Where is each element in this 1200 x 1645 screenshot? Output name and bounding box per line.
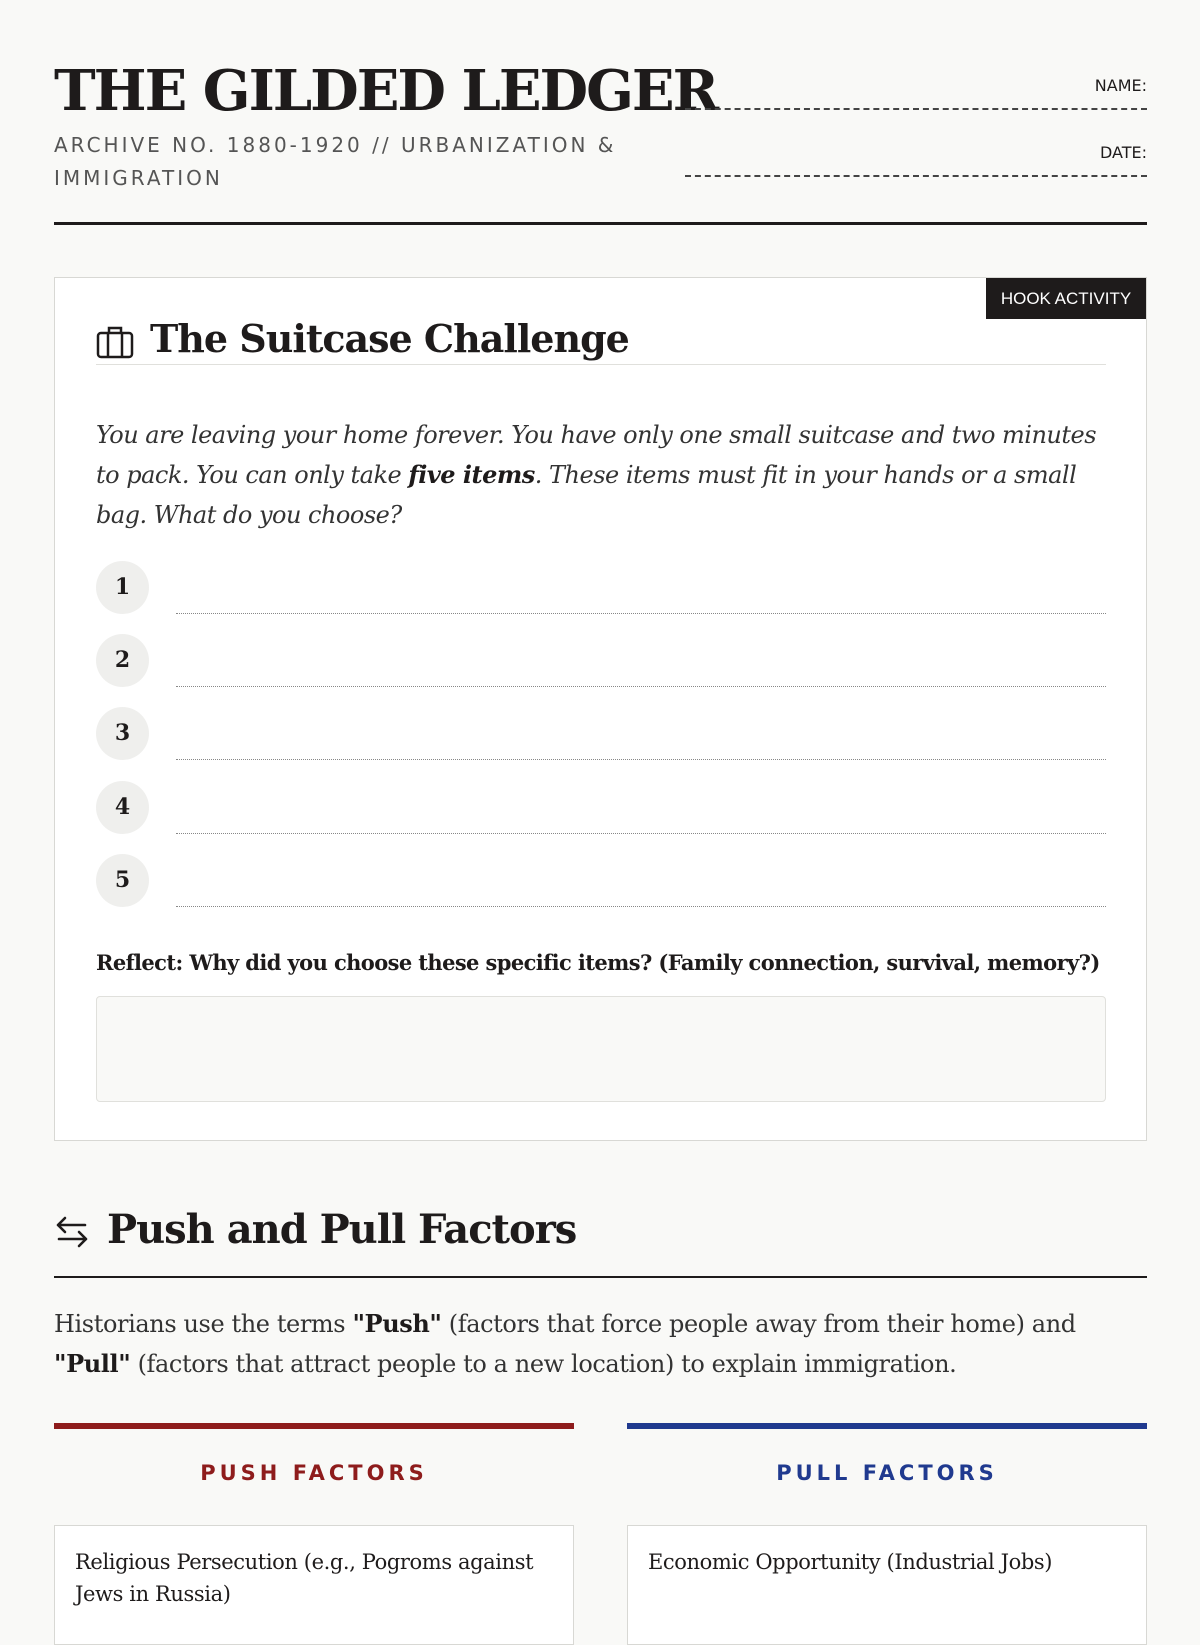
section-title: Push and Pull Factors	[107, 1206, 577, 1253]
item-answer-line[interactable]	[176, 833, 1106, 834]
intro-part: (factors that attract people to a new location) to explain immigration.	[130, 1350, 957, 1378]
item-answer-line[interactable]	[176, 686, 1106, 687]
suitcase-icon	[96, 325, 134, 363]
intro-part: (factors that force people away from their home) and	[441, 1310, 1076, 1338]
item-number: 1	[96, 561, 149, 614]
hook-activity-tag: HOOK ACTIVITY	[986, 278, 1146, 319]
reflect-answer-box[interactable]	[96, 996, 1106, 1102]
push-term: "Push"	[352, 1309, 442, 1338]
pull-factor-item: Economic Opportunity (Industrial Jobs)	[627, 1525, 1147, 1645]
push-factor-item: Religious Persecution (e.g., Pogroms against Jews in Russia)	[54, 1525, 574, 1645]
reflect-question: Reflect: Why did you choose these specific items? (Family connection, survival, memory?)	[96, 950, 1100, 975]
hook-activity-card	[54, 277, 1147, 1141]
card-header	[96, 316, 1106, 365]
archive-subtitle: ARCHIVE NO. 1880-1920 // URBANIZATION & IMMIGRATION	[54, 133, 617, 190]
name-label: NAME:	[1094, 76, 1147, 95]
date-field[interactable]	[685, 175, 1147, 177]
item-number: 5	[96, 854, 149, 907]
card-title: The Suitcase Challenge	[150, 316, 629, 361]
item-row	[96, 634, 1106, 690]
push-factors-column	[54, 1423, 574, 1606]
swap-arrows-icon	[54, 1214, 90, 1254]
item-number: 4	[96, 781, 149, 834]
intro-emphasis: five items	[408, 460, 535, 489]
item-number: 3	[96, 707, 149, 760]
worksheet-page	[54, 0, 1147, 1606]
push-pull-header	[54, 1202, 1147, 1278]
item-row	[96, 781, 1106, 837]
page-title: THE GILDED LEDGER	[54, 58, 718, 124]
item-number: 2	[96, 634, 149, 687]
intro-part: Historians use the terms	[54, 1310, 353, 1338]
item-answer-line[interactable]	[176, 906, 1106, 907]
date-label: DATE:	[1099, 143, 1147, 162]
push-pull-intro	[54, 1304, 1147, 1384]
intro-text-start: You are leaving your home forever. You have only one small suitcase and two minutes to pack. You can only take	[96, 421, 1097, 489]
item-row	[96, 707, 1106, 763]
pull-factors-column	[627, 1423, 1147, 1600]
item-row	[96, 854, 1106, 910]
pull-color-bar	[627, 1423, 1147, 1429]
pull-factors-title: PULL FACTORS	[776, 1461, 998, 1485]
push-color-bar	[54, 1423, 574, 1429]
worksheet-header	[54, 0, 1147, 225]
pull-term: "Pull"	[54, 1349, 131, 1378]
item-row	[96, 561, 1106, 617]
push-factors-title: PUSH FACTORS	[200, 1461, 428, 1485]
item-answer-line[interactable]	[176, 613, 1106, 614]
name-field[interactable]	[685, 108, 1147, 110]
hook-instructions	[96, 415, 1108, 535]
intro-text-end: . These items must fit in your hands or a small bag. What do you choose?	[96, 461, 1077, 529]
item-answer-line[interactable]	[176, 759, 1106, 760]
